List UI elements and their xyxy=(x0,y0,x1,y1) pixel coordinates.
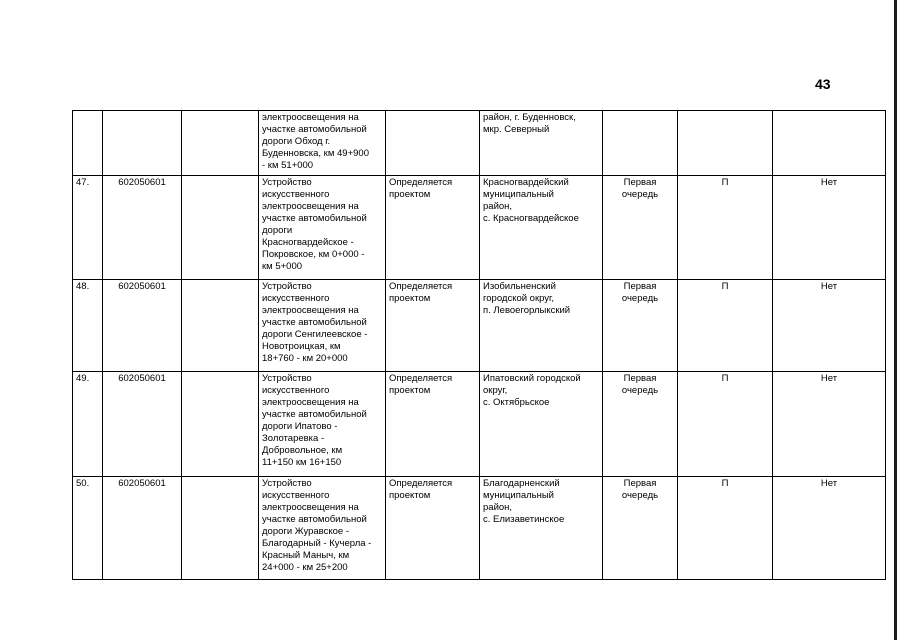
table-row xyxy=(73,280,886,372)
cell-object-text: Устройство искусственного электроосвещения на участке автомобильной дороги Сенгилеевское - Новотроицкая, км 18+760 - км 20+000 xyxy=(262,281,368,364)
cell-stage xyxy=(603,372,678,477)
cell-code xyxy=(103,111,182,176)
cell-status: П xyxy=(678,280,773,372)
cell-location xyxy=(480,111,603,176)
cell-param xyxy=(386,111,480,176)
cell-location xyxy=(480,477,603,580)
cell-object-text: Устройство искусственного электроосвещения на участке автомобильной дороги Красногвардейское - Покровское, км 0+000 - км 5+000 xyxy=(262,177,367,272)
cell-location xyxy=(480,176,603,280)
cell-object xyxy=(259,372,386,477)
cell-status: П xyxy=(678,372,773,477)
cell-stage xyxy=(603,111,678,176)
cell-location-text: Изобильненский городской округ, п. Левоегорлыкский xyxy=(483,281,571,316)
cell-status: П xyxy=(678,176,773,280)
cell-location xyxy=(480,280,603,372)
cell-param-text: Определяется проектом xyxy=(389,373,453,396)
cell-status: П xyxy=(678,477,773,580)
cell-blank xyxy=(182,280,259,372)
cell-code: 602050601 xyxy=(103,176,182,280)
cell-object-text: электроосвещения на участке автомобильной дороги Обход г. Буденновска, км 49+900 - км 51+000 xyxy=(262,112,369,171)
cell-object xyxy=(259,111,386,176)
cell-param-text: Определяется проектом xyxy=(389,478,453,501)
cell-location-text: Ипатовский городской округ, с. Октябрьское xyxy=(483,373,581,408)
cell-status xyxy=(678,111,773,176)
cell-stage xyxy=(603,477,678,580)
cell-object xyxy=(259,176,386,280)
cell-param-text: Определяется проектом xyxy=(389,177,453,200)
cell-param xyxy=(386,372,480,477)
cell-location-text: Красногвардейский муниципальный район, с. Красногвардейское xyxy=(483,177,579,224)
cell-num: 50. xyxy=(73,477,103,580)
cell-stage-text: Первая очередь xyxy=(621,177,659,200)
cell-code: 602050601 xyxy=(103,477,182,580)
table-row xyxy=(73,372,886,477)
objects-table xyxy=(72,110,886,580)
cell-param xyxy=(386,280,480,372)
cell-blank xyxy=(182,176,259,280)
cell-stage-text: Первая очередь xyxy=(621,373,659,396)
cell-param xyxy=(386,477,480,580)
cell-stage xyxy=(603,280,678,372)
cell-blank xyxy=(182,372,259,477)
cell-location-text: район, г. Буденновск, мкр. Северный xyxy=(483,112,576,135)
cell-location-text: Благодарненский муниципальный район, с. Елизаветинское xyxy=(483,478,565,525)
cell-param xyxy=(386,176,480,280)
cell-stage-text: Первая очередь xyxy=(621,478,659,501)
cell-object xyxy=(259,280,386,372)
cell-stage-text: Первая очередь xyxy=(621,281,659,304)
cell-zone xyxy=(773,111,886,176)
cell-zone: Нет xyxy=(773,176,886,280)
cell-zone: Нет xyxy=(773,372,886,477)
cell-zone: Нет xyxy=(773,280,886,372)
cell-num: 47. xyxy=(73,176,103,280)
cell-num: 48. xyxy=(73,280,103,372)
cell-location xyxy=(480,372,603,477)
cell-zone: Нет xyxy=(773,477,886,580)
cell-object-text: Устройство искусственного электроосвещения на участке автомобильной дороги Журавское - Благодарный - Кучерла - Красный Маныч, км 24+000 - км 25+200 xyxy=(262,478,372,573)
cell-object xyxy=(259,477,386,580)
table-row xyxy=(73,176,886,280)
cell-param-text: Определяется проектом xyxy=(389,281,453,304)
scan-edge-shadow xyxy=(894,0,897,640)
table-body xyxy=(73,111,886,580)
cell-blank xyxy=(182,111,259,176)
cell-blank xyxy=(182,477,259,580)
cell-stage xyxy=(603,176,678,280)
cell-code: 602050601 xyxy=(103,372,182,477)
cell-code: 602050601 xyxy=(103,280,182,372)
cell-num: 49. xyxy=(73,372,103,477)
table-row-continued xyxy=(73,111,886,176)
cell-object-text: Устройство искусственного электроосвещения на участке автомобильной дороги Ипатово - Золотаревка - Добровольное, км 11+150 км 16+150 xyxy=(262,373,367,468)
table-row xyxy=(73,477,886,580)
cell-num xyxy=(73,111,103,176)
page-number: 43 xyxy=(815,76,831,92)
